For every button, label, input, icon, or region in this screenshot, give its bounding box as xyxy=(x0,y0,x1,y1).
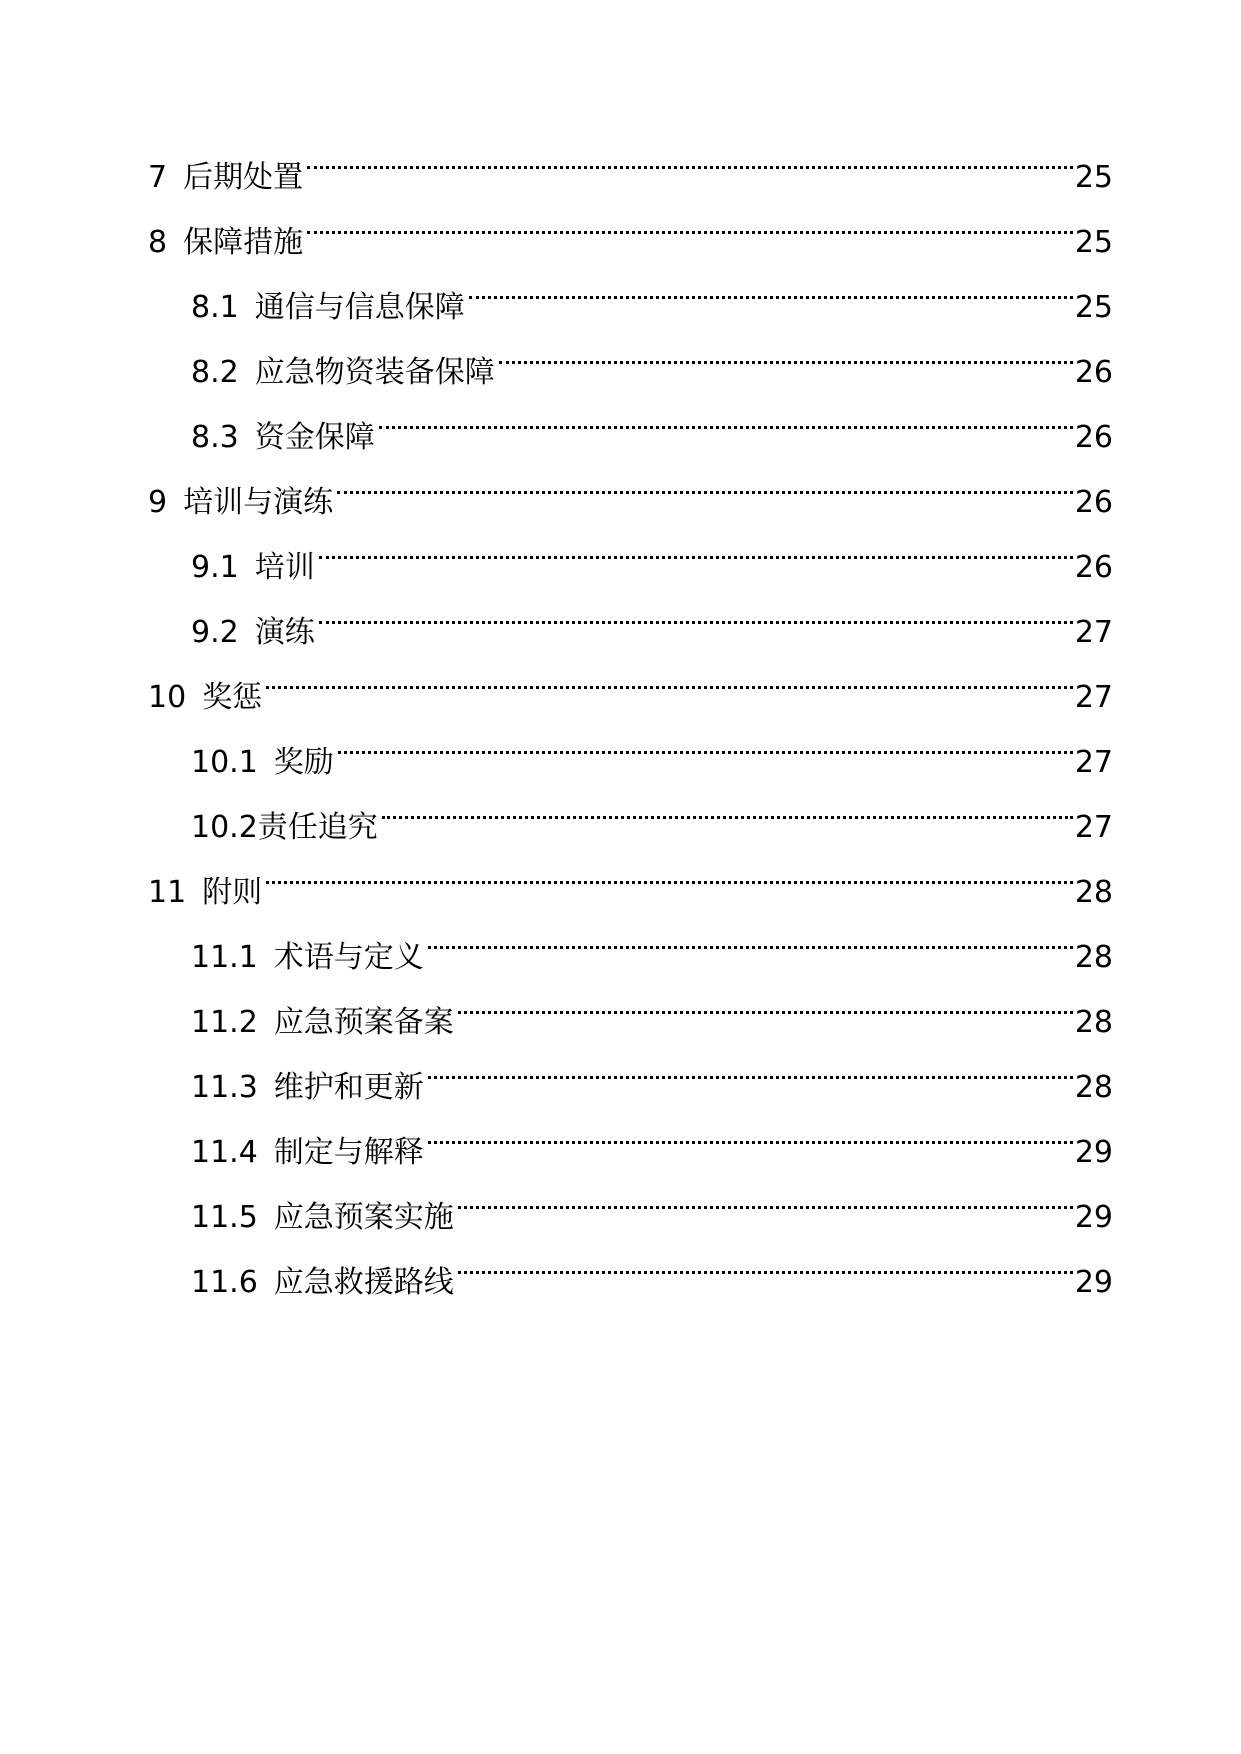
toc-entry-page: 26 xyxy=(1074,420,1113,455)
toc-entry-number: 11.6 xyxy=(191,1265,258,1300)
toc-entry-title: 资金保障 xyxy=(254,420,375,455)
dot-leader xyxy=(382,772,1073,837)
toc-entry-title: 应急物资装备保障 xyxy=(254,355,495,390)
toc-entry-page: 29 xyxy=(1074,1200,1113,1235)
toc-entry-number: 11.2 xyxy=(191,1005,258,1040)
toc-entry-7[interactable] xyxy=(148,122,1113,195)
toc-entry-title: 附则 xyxy=(202,875,263,910)
toc-entry-number: 8.2 xyxy=(191,355,239,390)
toc-entry-title: 演练 xyxy=(254,615,315,650)
toc-entry-title: 制定与解释 xyxy=(273,1135,424,1170)
dot-leader xyxy=(307,187,1073,252)
toc-entry-number: 11 xyxy=(148,875,187,910)
dot-leader xyxy=(379,382,1073,447)
dot-leader xyxy=(266,837,1073,902)
toc-entry-10[interactable] xyxy=(148,642,1113,715)
toc-entry-page: 25 xyxy=(1074,290,1113,325)
toc-entry-number: 8.3 xyxy=(191,420,239,455)
toc-entry-title: 培训与演练 xyxy=(183,485,334,520)
table-of-contents xyxy=(148,122,1113,1300)
toc-entry-page: 27 xyxy=(1074,680,1113,715)
toc-entry-number: 10.1 xyxy=(191,745,258,780)
toc-entry-number: 9.1 xyxy=(191,550,239,585)
toc-entry-page: 27 xyxy=(1074,810,1113,845)
toc-entry-page: 28 xyxy=(1074,1070,1113,1105)
toc-entry-number: 9.2 xyxy=(191,615,239,650)
dot-leader xyxy=(266,642,1073,707)
dot-leader xyxy=(319,577,1073,642)
toc-entry-title: 通信与信息保障 xyxy=(254,290,465,325)
toc-entry-number: 11.1 xyxy=(191,940,258,975)
dot-leader xyxy=(319,512,1073,577)
dot-leader xyxy=(499,317,1073,382)
toc-entry-number: 11.3 xyxy=(191,1070,258,1105)
toc-entry-number: 8.1 xyxy=(191,290,239,325)
toc-entry-title: 应急预案备案 xyxy=(273,1005,454,1040)
dot-leader xyxy=(428,902,1073,967)
toc-entry-number: 11.5 xyxy=(191,1200,258,1235)
dot-leader xyxy=(458,967,1073,1032)
dot-leader xyxy=(338,707,1073,772)
toc-entry-number: 8 xyxy=(148,225,168,260)
dot-leader xyxy=(458,1162,1073,1227)
toc-entry-title: 应急救援路线 xyxy=(273,1265,454,1300)
toc-entry-number: 10.2 xyxy=(191,810,258,845)
toc-entry-11[interactable] xyxy=(148,837,1113,910)
toc-entry-title: 应急预案实施 xyxy=(273,1200,454,1235)
toc-entry-number: 10 xyxy=(148,680,187,715)
dot-leader xyxy=(428,1097,1073,1162)
toc-entry-page: 26 xyxy=(1074,485,1113,520)
toc-entry-title: 保障措施 xyxy=(183,225,304,260)
toc-entry-title: 维护和更新 xyxy=(273,1070,424,1105)
dot-leader xyxy=(337,447,1073,512)
dot-leader xyxy=(469,252,1073,317)
toc-entry-title: 责任追究 xyxy=(257,810,378,845)
toc-entry-title: 奖惩 xyxy=(202,680,263,715)
toc-entry-page: 25 xyxy=(1074,225,1113,260)
toc-entry-page: 29 xyxy=(1074,1135,1113,1170)
toc-entry-number: 11.4 xyxy=(191,1135,258,1170)
toc-entry-page: 27 xyxy=(1074,615,1113,650)
dot-leader xyxy=(428,1032,1073,1097)
toc-entry-number: 9 xyxy=(148,485,168,520)
dot-leader xyxy=(307,122,1073,187)
toc-entry-title: 培训 xyxy=(254,550,315,585)
toc-entry-title: 术语与定义 xyxy=(273,940,424,975)
toc-entry-page: 28 xyxy=(1074,940,1113,975)
toc-entry-page: 28 xyxy=(1074,1005,1113,1040)
toc-entry-page: 25 xyxy=(1074,160,1113,195)
toc-entry-title: 奖励 xyxy=(273,745,334,780)
toc-entry-page: 27 xyxy=(1074,745,1113,780)
toc-entry-10-1[interactable] xyxy=(148,707,1113,780)
toc-entry-11-1[interactable] xyxy=(148,902,1113,975)
toc-entry-page: 26 xyxy=(1074,550,1113,585)
toc-entry-page: 29 xyxy=(1074,1265,1113,1300)
toc-entry-page: 26 xyxy=(1074,355,1113,390)
dot-leader xyxy=(458,1227,1073,1292)
toc-entry-page: 28 xyxy=(1074,875,1113,910)
toc-entry-number: 7 xyxy=(148,160,168,195)
toc-entry-title: 后期处置 xyxy=(183,160,304,195)
